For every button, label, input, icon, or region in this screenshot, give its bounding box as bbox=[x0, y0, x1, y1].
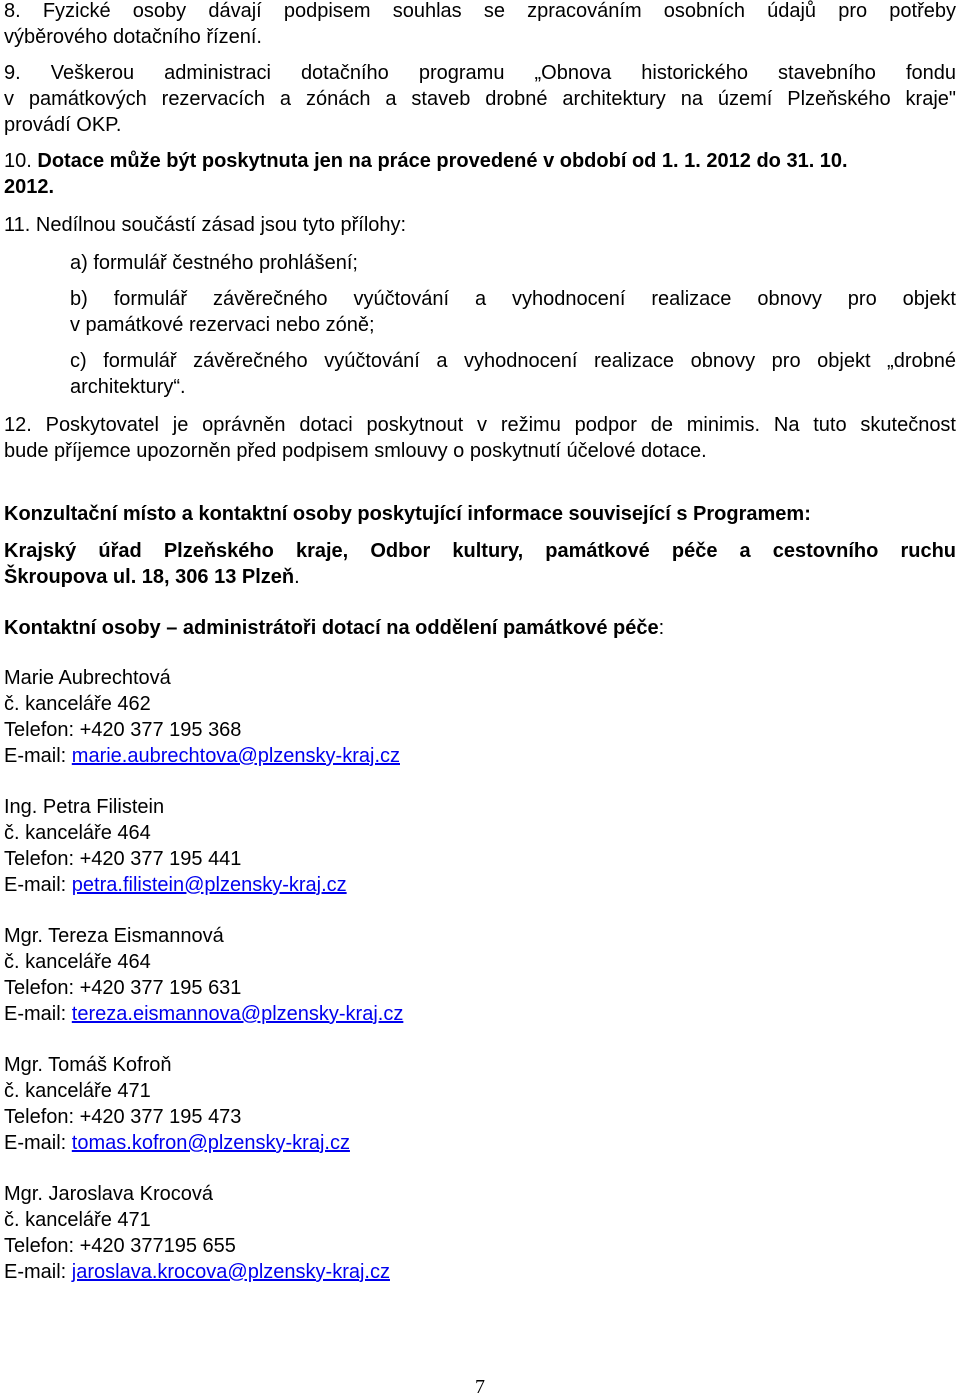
page-number: 7 bbox=[475, 1376, 485, 1398]
contact-email-link[interactable]: jaroslava.krocova@plzensky-kraj.cz bbox=[71, 1261, 390, 1283]
office-line1: Krajský úřad Plzeňského kraje, Odbor kultury, památkové péče a cestovního ruchu bbox=[4, 540, 956, 562]
office-address-end: . bbox=[294, 566, 300, 588]
contact-office: č. kanceláře 471 bbox=[4, 1080, 151, 1102]
contact-office: č. kanceláře 464 bbox=[4, 822, 151, 844]
office-address: Škroupova ul. 18, 306 13 Plzeň bbox=[4, 566, 295, 588]
contacts-heading-colon: : bbox=[658, 617, 665, 639]
p10-line2: 2012. bbox=[4, 176, 55, 198]
p11-item-b-line1: b) formulář závěrečného vyúčtování a vyhodnocení realizace obnovy pro objekt bbox=[70, 288, 956, 310]
p9-line1: 9. Veškerou administraci dotačního programu „Obnova historického stavebního fondu bbox=[4, 62, 956, 84]
contact-email-link[interactable]: petra.filistein@plzensky-kraj.cz bbox=[71, 874, 347, 896]
contact-phone: Telefon: +420 377 195 441 bbox=[4, 848, 242, 870]
contact-email-link[interactable]: tereza.eismannova@plzensky-kraj.cz bbox=[71, 1003, 404, 1025]
contact-name: Ing. Petra Filistein bbox=[4, 796, 165, 818]
contact-email-row bbox=[4, 743, 956, 769]
p9-line2: v památkových rezervacích a zónách a staveb drobné architektury na území Plzeňského kraje" bbox=[4, 88, 956, 110]
consult-heading: Konzultační místo a kontaktní osoby poskytující informace související s Programem: bbox=[4, 503, 811, 525]
contact-phone: Telefon: +420 377 195 631 bbox=[4, 977, 242, 999]
p8-line2: výběrového dotačního řízení. bbox=[4, 26, 262, 48]
contact-name: Mgr. Jaroslava Krocová bbox=[4, 1183, 213, 1205]
contact-name: Mgr. Tomáš Kofroň bbox=[4, 1054, 172, 1076]
p10-text: Dotace může být poskytnuta jen na práce provedené v období od 1. 1. 2012 do 31. 10. bbox=[37, 150, 848, 172]
p8-line1: 8. Fyzické osoby dávají podpisem souhlas se zpracováním osobních údajů pro potřeby bbox=[4, 0, 956, 22]
contact-phone: Telefon: +420 377 195 368 bbox=[4, 719, 242, 741]
contacts-heading bbox=[4, 615, 956, 641]
contact-email-label: E-mail: bbox=[4, 1261, 72, 1283]
p11-intro: 11. Nedílnou součástí zásad jsou tyto přílohy: bbox=[4, 214, 407, 236]
contacts-heading-text: Kontaktní osoby – administrátoři dotací na oddělení památkové péče bbox=[4, 617, 659, 639]
contact-email-link[interactable]: marie.aubrechtova@plzensky-kraj.cz bbox=[71, 745, 400, 767]
contact-office: č. kanceláře 462 bbox=[4, 693, 151, 715]
contact-email-label: E-mail: bbox=[4, 874, 72, 896]
contact-office: č. kanceláře 464 bbox=[4, 951, 151, 973]
p11-item-b-line2: v památkové rezervaci nebo zóně; bbox=[70, 314, 375, 336]
contact-name: Marie Aubrechtová bbox=[4, 667, 171, 689]
p11-item-a: a) formulář čestného prohlášení; bbox=[70, 252, 358, 274]
contact-name: Mgr. Tereza Eismannová bbox=[4, 925, 224, 947]
contact-email-label: E-mail: bbox=[4, 1003, 72, 1025]
p11-item-c-line1: c) formulář závěrečného vyúčtování a vyhodnocení realizace obnovy pro objekt „drobné bbox=[70, 350, 956, 372]
p10-line1 bbox=[4, 148, 956, 174]
contact-email-label: E-mail: bbox=[4, 745, 72, 767]
p9-line3: provádí OKP. bbox=[4, 114, 122, 136]
p12-line2: bude příjemce upozorněn před podpisem smlouvy o poskytnutí účelové dotace. bbox=[4, 440, 707, 462]
office-line2 bbox=[4, 564, 956, 590]
p11-item-c-line2: architektury“. bbox=[70, 376, 186, 398]
contact-email-row bbox=[4, 1130, 956, 1156]
p12-line1: 12. Poskytovatel je oprávněn dotaci poskytnout v režimu podpor de minimis. Na tuto skutečnost bbox=[4, 414, 956, 436]
contact-email-row bbox=[4, 872, 956, 898]
p10-number: 10. bbox=[4, 150, 32, 172]
contact-email-row bbox=[4, 1001, 956, 1027]
contact-phone: Telefon: +420 377195 655 bbox=[4, 1235, 236, 1257]
contact-email-row bbox=[4, 1259, 956, 1285]
contact-email-link[interactable]: tomas.kofron@plzensky-kraj.cz bbox=[71, 1132, 350, 1154]
contact-email-label: E-mail: bbox=[4, 1132, 72, 1154]
contact-phone: Telefon: +420 377 195 473 bbox=[4, 1106, 242, 1128]
contact-office: č. kanceláře 471 bbox=[4, 1209, 151, 1231]
